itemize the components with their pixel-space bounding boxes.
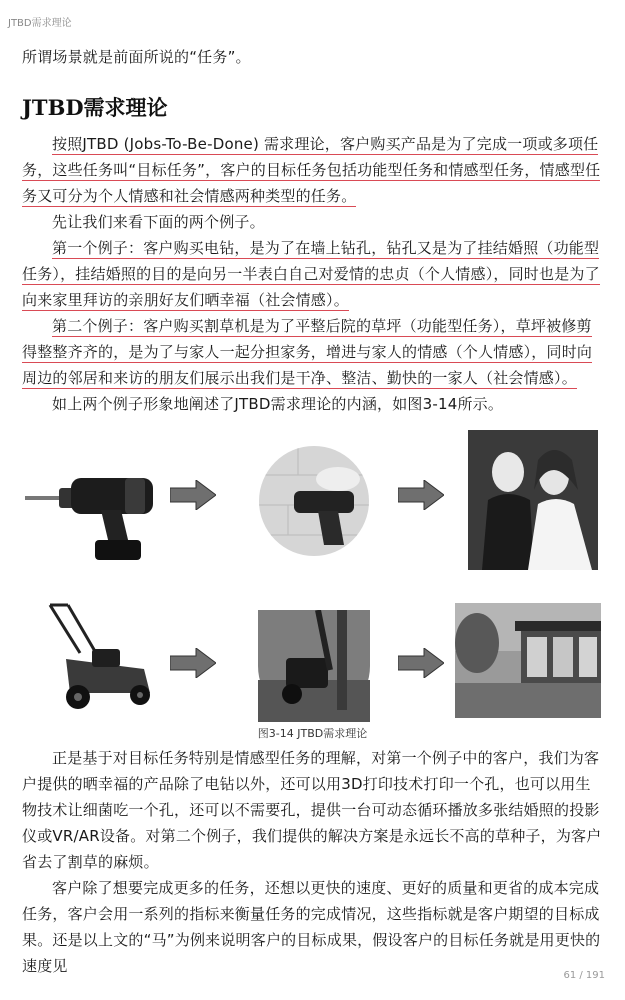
- arrow-right-icon: [170, 480, 216, 510]
- section-heading: JTBD需求理论: [22, 95, 168, 120]
- paragraph-definition: [22, 131, 602, 209]
- drill-image: [25, 450, 165, 560]
- figure-row-mower: [20, 598, 600, 728]
- backyard-house-image: [455, 603, 601, 718]
- page-indicator: 61 / 191: [563, 970, 605, 981]
- arrow-right-icon: [170, 648, 216, 678]
- mowing-image: [258, 610, 370, 722]
- lawn-mower-image: [40, 603, 160, 713]
- paragraph-example-two: [22, 313, 602, 391]
- intro-line: 所谓场景就是前面所说的“任务”。: [22, 48, 251, 66]
- paragraph-outcomes: 客户除了想要完成更多的任务，还想以更快的速度、更好的质量和更省的成本完成任务，客户会用一系列的指标来衡量任务的完成情况，这些指标就是客户期望的目标成果。还是以上文的“马”为例来说明客户的目标成果，假设客户的目标任务就是用更快的速度见: [22, 879, 601, 975]
- highlighted-text: 第一个例子：客户购买电钻，是为了在墙上钻孔，钻孔又是为了挂结婚照（功能型任务），挂结婚照的目的是向另一半表白自己对爱情的忠贞（个人情感），同时也是为了向来家里拜访的亲朋好友们晒幸福（社会情感）。: [22, 239, 600, 309]
- wall-drilling-image: [258, 445, 370, 557]
- wedding-photo-image: [468, 430, 598, 570]
- figure-row-drill: [20, 430, 600, 560]
- figure-caption: 图3-14 JTBD需求理论: [257, 727, 368, 740]
- highlighted-text: 按照JTBD (Jobs-To-Be-Done) 需求理论，客户购买产品是为了完成一项或多项任务，这些任务叫“目标任务”，客户的目标任务包括功能型任务和情感型任务，情感型任务又可分为个人情感和社会情感两种类型的任务。: [22, 135, 601, 205]
- arrow-right-icon: [398, 480, 444, 510]
- paragraph-examples-intro: 先让我们来看下面的两个例子。: [52, 213, 265, 231]
- arrow-right-icon: [398, 648, 444, 678]
- paragraph-analysis: 正是基于对目标任务特别是情感型任务的理解，对第一个例子中的客户，我们为客户提供的晒幸福的产品除了电钻以外，还可以用3D打印技术打印一个孔，也可以用生物技术让细菌吃一个孔，还可以不需要孔，提供一台可动态循环播放多张结婚照的投影仪或VR/AR设备。对第二个例子，我们提供的解决方案是永远长不高的草种子，为客户省去了割草的麻烦。: [22, 749, 602, 871]
- highlighted-text: 第二个例子：客户购买割草机是为了平整后院的草坪（功能型任务），草坪被修剪得整整齐齐的，是为了与家人一起分担家务，增进与家人的情感（个人情感），同时向周边的邻居和来访的朋友们展示出我们是干净、整洁、勤快的一家人（社会情感）。: [22, 317, 593, 387]
- document-header-title: JTBD需求理论: [8, 18, 72, 29]
- paragraph-figure-reference: 如上两个例子形象地阐述了JTBD需求理论的内涵，如图3-14所示。: [52, 395, 504, 413]
- paragraph-example-one: [22, 235, 602, 313]
